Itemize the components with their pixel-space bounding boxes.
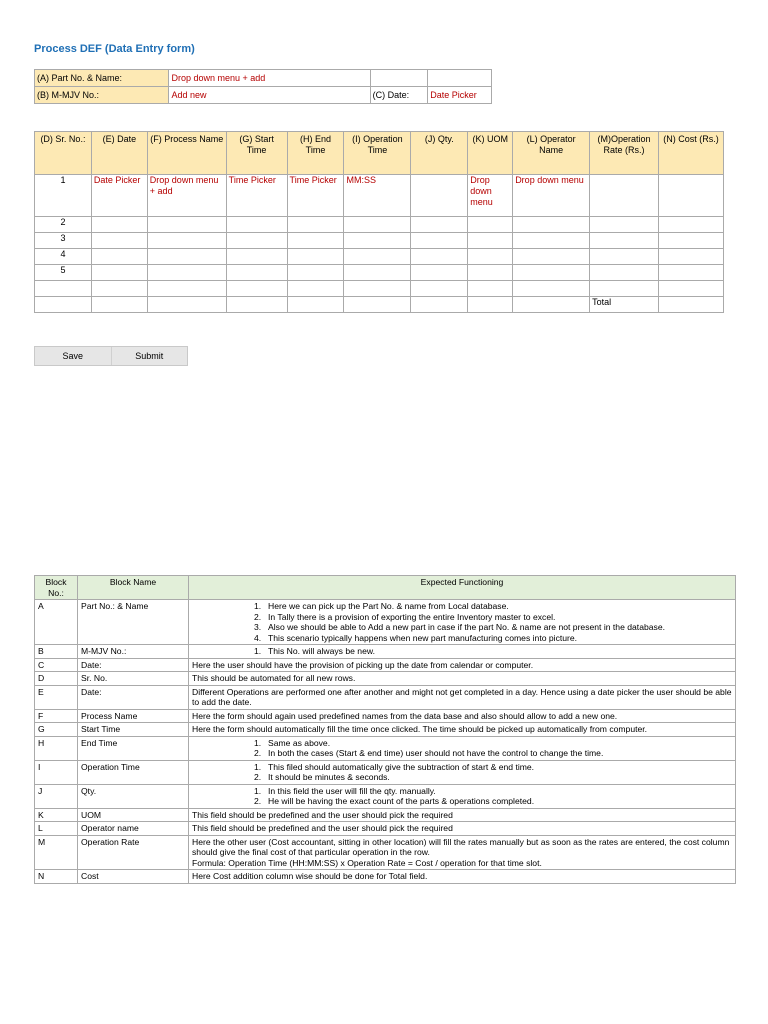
cell[interactable] [468, 281, 513, 297]
col-header: (F) Process Name [147, 132, 226, 175]
functioning-list [192, 786, 732, 807]
cell[interactable] [468, 233, 513, 249]
expected-functioning [189, 760, 736, 784]
col-header: (I) Operation Time [344, 132, 411, 175]
list-item: 2. He will be having the exact count of the parts & operations completed. [254, 796, 535, 806]
functioning-list [192, 601, 732, 643]
total-row [35, 297, 724, 313]
col-header: (M)Operation Rate (Rs.) [590, 132, 659, 175]
block-name: Operation Rate [78, 835, 189, 870]
col-header: Block Name [78, 576, 189, 600]
cell [226, 297, 287, 313]
date-picker[interactable]: Date Picker [428, 87, 492, 104]
expected-functioning [189, 685, 736, 709]
sr-no: 2 [35, 217, 92, 233]
end-time-picker[interactable]: Time Picker [287, 175, 344, 217]
block-name: Sr. No. [78, 672, 189, 686]
entry-table [34, 131, 724, 313]
cell[interactable] [590, 265, 659, 281]
cell [468, 297, 513, 313]
functioning-table [34, 575, 736, 884]
col-header: (G) Start Time [226, 132, 287, 175]
block-name: Process Name [78, 709, 189, 723]
functioning-text: This should be automated for all new rows. [192, 673, 356, 683]
block-no: B [35, 645, 78, 659]
expected-functioning [189, 808, 736, 822]
list-item-text: Here we can pick up the Part No. & name from Local database. [268, 601, 509, 611]
total-cost-cell [659, 297, 724, 313]
formula-text: Formula: Operation Time (HH:MM:SS) x Operation Rate = Cost / operation for that time slot. [192, 857, 542, 868]
functioning-text: Here the other user (Cost accountant, sitting in other location) will fill the rates manually but as soon as the rates are entered, the cost column should give the final cost of that particular operation in the row. [192, 836, 730, 857]
cell [659, 281, 724, 297]
list-item-text: Same as above. [268, 737, 331, 748]
cell[interactable] [411, 265, 468, 281]
list-item-text: This No. will always be new. [268, 646, 375, 656]
operation-time-cell: MM:SS [344, 175, 411, 217]
table-row [35, 217, 724, 233]
header-row-part [35, 70, 492, 87]
block-name: Operation Time [78, 760, 189, 784]
block-no: L [35, 822, 78, 836]
block-no: F [35, 709, 78, 723]
col-header: (D) Sr. No.: [35, 132, 92, 175]
list-item: 4. This scenario typically happens when new part manufacturing comes into picture. [254, 632, 578, 643]
cell[interactable] [411, 217, 468, 233]
empty-cell [428, 70, 492, 87]
cell[interactable] [513, 265, 590, 281]
block-name: Qty. [78, 784, 189, 808]
cell[interactable] [147, 233, 226, 249]
table-row [35, 808, 736, 822]
cell [287, 297, 344, 313]
functioning-table-body [35, 600, 736, 884]
table-row [35, 281, 724, 297]
header-table [34, 69, 492, 104]
block-name: M-MJV No.: [78, 645, 189, 659]
expected-functioning [189, 736, 736, 760]
cell[interactable] [513, 233, 590, 249]
cell[interactable] [411, 249, 468, 265]
operator-dropdown-cell[interactable]: Drop down menu [513, 175, 590, 217]
cell [344, 233, 411, 249]
cell[interactable] [287, 265, 344, 281]
table-row [35, 835, 736, 870]
col-header: (N) Cost (Rs.) [659, 132, 724, 175]
date-label: (C) Date: [370, 87, 428, 104]
list-item: 2. In Tally there is a provision of exporting the entire Inventory master to excel. [254, 611, 556, 622]
functioning-list [192, 762, 732, 783]
cell [344, 217, 411, 233]
entry-table-header [35, 132, 724, 175]
cell [513, 297, 590, 313]
block-no: J [35, 784, 78, 808]
functioning-text: Here the user should have the provision of picking up the date from calendar or computer. [192, 659, 534, 670]
col-header: (L) Operator Name [513, 132, 590, 175]
cell[interactable] [147, 217, 226, 233]
functioning-list [192, 738, 732, 759]
list-item-text: He will be having the exact count of the parts & operations completed. [268, 796, 535, 806]
table-row [35, 822, 736, 836]
block-name: Start Time [78, 723, 189, 737]
table-row [35, 658, 736, 672]
functioning-text: Here the form should automatically fill the time once clicked. The time should be picked up automatically from computer. [192, 724, 648, 734]
col-header: (K) UOM [468, 132, 513, 175]
cell[interactable] [468, 265, 513, 281]
process-dropdown-cell[interactable]: Drop down menu + add [147, 175, 226, 217]
cell[interactable] [91, 249, 147, 265]
qty-cell[interactable] [411, 175, 468, 217]
cell[interactable] [590, 281, 659, 297]
table-row [35, 760, 736, 784]
cell[interactable] [147, 249, 226, 265]
sr-no: 1 [35, 175, 92, 217]
expected-functioning [189, 709, 736, 723]
table-row [35, 233, 724, 249]
date-picker-cell[interactable]: Date Picker [91, 175, 147, 217]
expected-functioning [189, 835, 736, 870]
block-name: Cost [78, 870, 189, 884]
cell[interactable] [411, 281, 468, 297]
table-row [35, 784, 736, 808]
sr-no: 4 [35, 249, 92, 265]
expected-functioning [189, 784, 736, 808]
start-time-picker[interactable]: Time Picker [226, 175, 287, 217]
functioning-text: Different Operations are performed one after another and might not get completed in a day. Hence using a date picker the user should be able to add the date. [192, 686, 732, 707]
table-row [35, 265, 724, 281]
cell [411, 297, 468, 313]
list-item-text: In both the cases (Start & end time) user should not have the control to change the time. [268, 748, 604, 758]
table-row [35, 600, 736, 645]
cell[interactable] [91, 265, 147, 281]
block-no: D [35, 672, 78, 686]
list-item: 2. In both the cases (Start & end time) user should not have the control to change the time. [254, 748, 604, 758]
cell[interactable] [226, 233, 287, 249]
mjv-label: (B) M-MJV No.: [35, 87, 169, 104]
cell[interactable] [91, 281, 147, 297]
list-item: 1. This No. will always be new. [254, 646, 375, 656]
list-item-text: In Tally there is a provision of exporting the entire Inventory master to excel. [268, 611, 556, 622]
submit-button[interactable]: Submit [111, 347, 188, 365]
block-name: Part No.: & Name [78, 600, 189, 645]
table-row [35, 685, 736, 709]
functioning-text: This field should be predefined and the user should pick the required [192, 809, 453, 820]
table-row [35, 249, 724, 265]
col-header: (H) End Time [287, 132, 344, 175]
form-title: Process DEF (Data Entry form) [34, 43, 195, 55]
list-item-text: In this field the user will fill the qty. manually. [268, 785, 436, 796]
cell[interactable] [590, 217, 659, 233]
list-item: 1. This filed should automatically give the subtraction of start & end time. [254, 761, 535, 772]
table-row [35, 723, 736, 737]
table-row [35, 736, 736, 760]
expected-functioning [189, 645, 736, 659]
table-row [35, 870, 736, 884]
block-no: K [35, 808, 78, 822]
expected-functioning [189, 822, 736, 836]
cell [344, 265, 411, 281]
block-no: I [35, 760, 78, 784]
list-item: 2. It should be minutes & seconds. [254, 772, 390, 782]
part-dropdown[interactable]: Drop down menu + add [169, 70, 370, 87]
cell[interactable] [468, 249, 513, 265]
rate-cell[interactable] [590, 175, 659, 217]
cell[interactable] [287, 249, 344, 265]
mjv-add-new[interactable]: Add new [169, 87, 370, 104]
cell[interactable] [513, 281, 590, 297]
table-row [35, 709, 736, 723]
part-label: (A) Part No. & Name: [35, 70, 169, 87]
functioning-text: This field should be predefined and the user should pick the required [192, 823, 453, 833]
cell[interactable] [226, 217, 287, 233]
cell[interactable] [147, 265, 226, 281]
cell [147, 297, 226, 313]
col-header: Expected Functioning [189, 576, 736, 600]
sr-no: 3 [35, 233, 92, 249]
list-item: 3. Also we should be able to Add a new part in case if the part No. & name are not present in the database. [254, 622, 665, 632]
cell [659, 249, 724, 265]
cell[interactable] [411, 233, 468, 249]
table-row [35, 672, 736, 686]
block-name: End Time [78, 736, 189, 760]
list-item: 1. Here we can pick up the Part No. & name from Local database. [254, 601, 509, 611]
save-button[interactable]: Save [62, 351, 83, 361]
block-name: Operator name [78, 822, 189, 836]
list-item-text: This scenario typically happens when new part manufacturing comes into picture. [268, 632, 578, 643]
functioning-text: Here Cost addition column wise should be done for Total field. [192, 871, 428, 881]
table-row [35, 175, 724, 217]
block-name: Date: [78, 658, 189, 672]
block-name: UOM [78, 808, 189, 822]
list-item: 1. In this field the user will fill the qty. manually. [254, 785, 436, 796]
cell[interactable] [91, 217, 147, 233]
button-bar [34, 346, 188, 366]
cell[interactable] [287, 233, 344, 249]
block-name: Date: [78, 685, 189, 709]
cell [344, 249, 411, 265]
cell [659, 265, 724, 281]
header-row-mjv [35, 87, 492, 104]
block-no: A [35, 600, 78, 645]
list-item: 1. Same as above. [254, 737, 331, 748]
cell[interactable] [513, 217, 590, 233]
cell [344, 297, 411, 313]
cell[interactable] [226, 281, 287, 297]
col-header: (E) Date [91, 132, 147, 175]
functioning-table-header [35, 576, 736, 600]
total-label: Total [590, 297, 659, 313]
col-header: (J) Qty. [411, 132, 468, 175]
list-item-text: It should be minutes & seconds. [268, 772, 390, 782]
cell[interactable] [590, 233, 659, 249]
cell[interactable] [590, 249, 659, 265]
expected-functioning [189, 658, 736, 672]
empty-cell [370, 70, 428, 87]
functioning-text: Here the form should again used predefined names from the data base and also should allow to add a new one. [192, 710, 618, 721]
col-header: Block No.: [35, 576, 78, 600]
expected-functioning [189, 600, 736, 645]
cell[interactable] [147, 281, 226, 297]
expected-functioning [189, 723, 736, 737]
block-no: C [35, 658, 78, 672]
cell [344, 281, 411, 297]
cell[interactable] [226, 265, 287, 281]
expected-functioning [189, 672, 736, 686]
block-no: N [35, 870, 78, 884]
list-item-text: Also we should be able to Add a new part in case if the part No. & name are not present in the database. [268, 622, 665, 632]
cell [659, 233, 724, 249]
block-no: M [35, 835, 78, 870]
cost-cell [659, 175, 724, 217]
block-no: E [35, 685, 78, 709]
cell[interactable] [226, 249, 287, 265]
expected-functioning [189, 870, 736, 884]
functioning-list [192, 646, 732, 657]
block-no: H [35, 736, 78, 760]
uom-dropdown-cell[interactable]: Drop down menu [468, 175, 513, 217]
sr-no [35, 281, 92, 297]
block-no: G [35, 723, 78, 737]
cell [659, 217, 724, 233]
cell[interactable] [287, 217, 344, 233]
table-row [35, 645, 736, 659]
cell[interactable] [513, 249, 590, 265]
cell[interactable] [287, 281, 344, 297]
sr-no: 5 [35, 265, 92, 281]
cell[interactable] [91, 233, 147, 249]
cell[interactable] [468, 217, 513, 233]
list-item-text: This filed should automatically give the subtraction of start & end time. [268, 761, 535, 772]
cell [35, 297, 92, 313]
cell [91, 297, 147, 313]
